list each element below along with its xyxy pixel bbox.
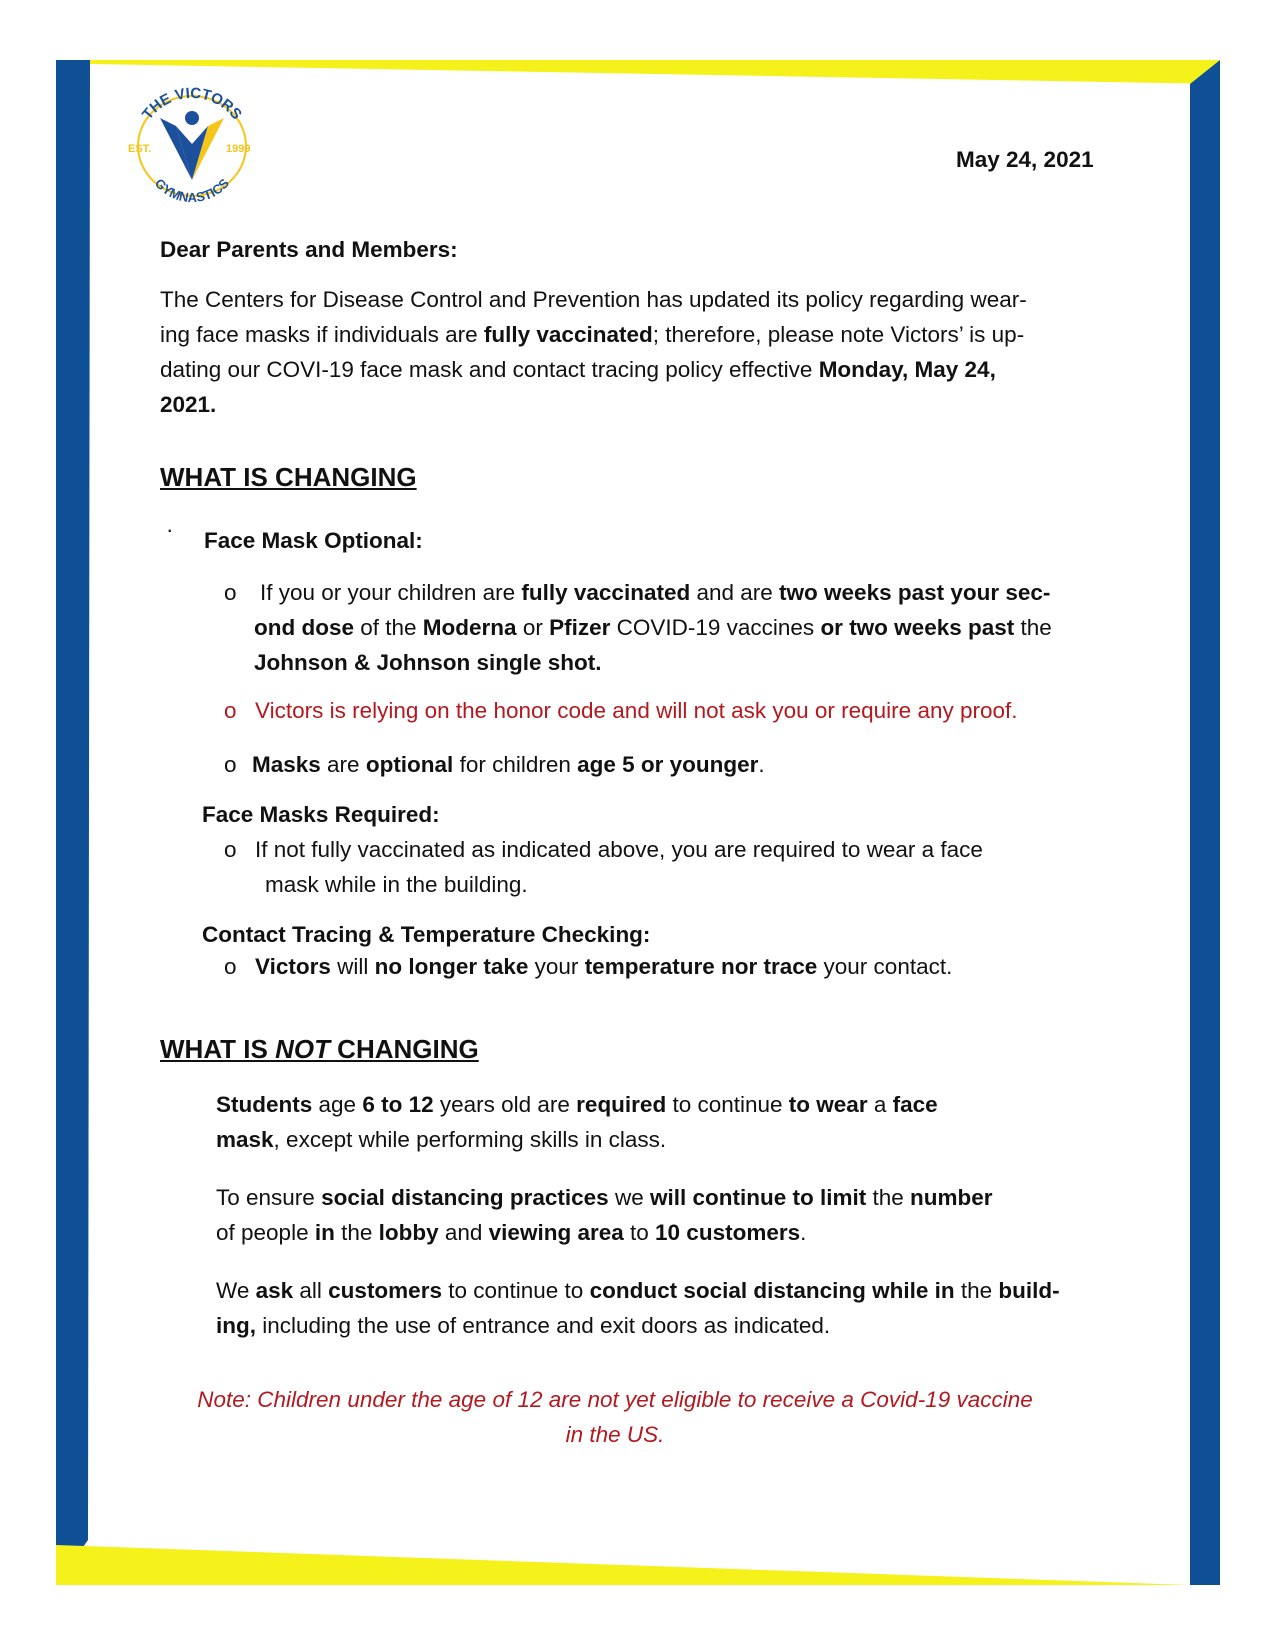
bullet-masks-optional	[252, 747, 765, 782]
letter-date: May 24, 2021	[956, 147, 1094, 172]
logo-est-label: EST.	[128, 143, 152, 155]
bullet-no-temperature	[255, 949, 952, 984]
text: .	[800, 1220, 807, 1245]
bullet-text: your	[528, 954, 585, 979]
bullet-text: or	[516, 615, 550, 640]
emph: ask	[255, 1278, 294, 1303]
text: We	[216, 1278, 256, 1303]
bullet-emphasis: fully vaccinated	[521, 580, 691, 605]
subheading-face-masks-required: Face Masks Required:	[202, 802, 440, 827]
bullet-text: If you or your children are	[260, 580, 522, 605]
bullet-emphasis: or two weeks past	[820, 615, 1015, 640]
bullet-emphasis: two weeks past your sec-	[779, 580, 1051, 605]
text: including the use of entrance and exit doors as indicated.	[256, 1313, 831, 1338]
intro-line-2	[160, 317, 1110, 352]
intro-line-4: 2021.	[160, 392, 217, 417]
frame-top-yellow	[56, 60, 1220, 84]
emph: viewing area	[488, 1220, 624, 1245]
bullet-text: the	[1014, 615, 1052, 640]
intro-text: dating our COVI-19 face mask and contact tracing policy effective	[160, 357, 819, 382]
bullet-emphasis: temperature nor trace	[584, 954, 818, 979]
bullet-text: will	[330, 954, 375, 979]
paragraph-line	[216, 1273, 1116, 1308]
bullet-marker: o	[224, 752, 237, 777]
paragraph-line	[216, 1215, 1096, 1250]
subheading-contact-tracing: Contact Tracing & Temperature Checking:	[202, 922, 651, 947]
emph: ing,	[216, 1313, 256, 1338]
logo-top-text: THE VICTORS	[138, 84, 246, 124]
bullet-text: COVID-19 vaccines	[610, 615, 821, 640]
paragraph-students-masks	[216, 1087, 1096, 1157]
vaccine-eligibility-note	[120, 1382, 1110, 1452]
intro-line-3	[160, 352, 1110, 387]
paragraph-line	[216, 1180, 1096, 1215]
dot-bullet: ·	[166, 517, 174, 542]
text: age	[312, 1092, 363, 1117]
bullet-text: .	[758, 752, 765, 777]
text: to continue	[666, 1092, 789, 1117]
emph: face	[892, 1092, 938, 1117]
text: To ensure	[216, 1185, 322, 1210]
emph: conduct social distancing while in	[589, 1278, 955, 1303]
logo-bottom-text: GYMNASTICS	[151, 175, 233, 204]
intro-emphasis: fully vaccinated	[483, 322, 653, 347]
salutation: Dear Parents and Members:	[160, 237, 458, 262]
emph: social distancing practices	[321, 1185, 609, 1210]
frame-right-blue	[1190, 60, 1220, 1585]
bullet-text: for children	[453, 752, 578, 777]
subheading-face-mask-optional: Face Mask Optional:	[204, 528, 423, 553]
bullet-text: are	[320, 752, 366, 777]
bullet-not-vaccinated	[255, 832, 1105, 902]
paragraph-ask-customers	[216, 1273, 1116, 1343]
text: the	[954, 1278, 999, 1303]
bullet-text: your contact.	[817, 954, 953, 979]
victors-logo	[122, 84, 262, 204]
bullet-emphasis: no longer take	[374, 954, 529, 979]
text: a	[867, 1092, 893, 1117]
bullet-line: Johnson & Johnson single shot.	[254, 650, 602, 675]
paragraph-line	[216, 1122, 1096, 1157]
emph: in	[314, 1220, 335, 1245]
emph: 6 to 12	[362, 1092, 434, 1117]
text: to continue to	[441, 1278, 590, 1303]
gymnast-logo-icon	[122, 84, 262, 204]
emph: required	[576, 1092, 667, 1117]
paragraph-line	[216, 1308, 1116, 1343]
bullet-line	[260, 575, 1120, 610]
emph: number	[909, 1185, 993, 1210]
note-line: Note: Children under the age of 12 are not yet eligible to receive a Covid-19 vaccine	[197, 1387, 1033, 1412]
heading-text: WHAT IS	[160, 1034, 276, 1064]
intro-line-1: The Centers for Disease Control and Prevention has updated its policy regarding wear-	[160, 287, 1027, 312]
logo-year: 1999	[226, 143, 251, 155]
heading-what-is-not-changing	[160, 1032, 479, 1067]
text: and	[438, 1220, 489, 1245]
text: all	[293, 1278, 329, 1303]
text: the	[334, 1220, 379, 1245]
bullet-emphasis: Masks	[252, 752, 321, 777]
emph: lobby	[378, 1220, 439, 1245]
bullet-marker: o	[224, 698, 237, 723]
emph: customers	[328, 1278, 442, 1303]
note-line: in the US.	[565, 1422, 665, 1447]
emph: Students	[216, 1092, 313, 1117]
intro-text: ; therefore, please note Victors’ is up-	[652, 322, 1025, 347]
bullet-fully-vaccinated	[254, 575, 1120, 680]
bullet-emphasis: Pfizer	[549, 615, 611, 640]
emph: build-	[998, 1278, 1060, 1303]
bullet-text: and are	[690, 580, 780, 605]
bullet-emphasis: Moderna	[422, 615, 517, 640]
paragraph-social-distancing	[216, 1180, 1096, 1250]
bullet-marker: o	[224, 954, 237, 979]
emph: to wear	[788, 1092, 868, 1117]
text: we	[608, 1185, 650, 1210]
emph: 10 customers	[655, 1220, 801, 1245]
bullet-line: If not fully vaccinated as indicated above, you are required to wear a face	[255, 837, 983, 862]
text: years old are	[433, 1092, 577, 1117]
frame-bottom-yellow	[56, 1545, 1190, 1585]
bullet-text: of the	[354, 615, 423, 640]
paragraph-line	[216, 1087, 1096, 1122]
bullet-honor-code: Victors is relying on the honor code and will not ask you or require any proof.	[255, 698, 1018, 723]
frame-left-blue	[56, 60, 90, 1585]
emph: will continue to limit	[649, 1185, 867, 1210]
heading-emphasis: NOT	[275, 1034, 330, 1064]
intro-text: ing face masks if individuals are	[160, 322, 484, 347]
heading-text: CHANGING	[329, 1034, 479, 1064]
text: the	[866, 1185, 910, 1210]
text: , except while performing skills in class.	[273, 1127, 667, 1152]
bullet-emphasis: Victors	[255, 954, 331, 979]
bullet-line	[254, 610, 1120, 645]
heading-what-is-changing: WHAT IS CHANGING	[160, 462, 417, 492]
bullet-emphasis: ond dose	[254, 615, 354, 640]
intro-paragraph	[160, 282, 1110, 422]
bullet-line: mask while in the building.	[265, 872, 528, 897]
bullet-emphasis: optional	[365, 752, 454, 777]
bullet-marker: o	[224, 580, 237, 605]
text: to	[623, 1220, 656, 1245]
bullet-marker: o	[224, 837, 237, 862]
bullet-emphasis: age 5 or younger	[577, 752, 759, 777]
emph: mask	[216, 1127, 274, 1152]
intro-emphasis: Monday, May 24,	[818, 357, 996, 382]
text: of people	[216, 1220, 315, 1245]
